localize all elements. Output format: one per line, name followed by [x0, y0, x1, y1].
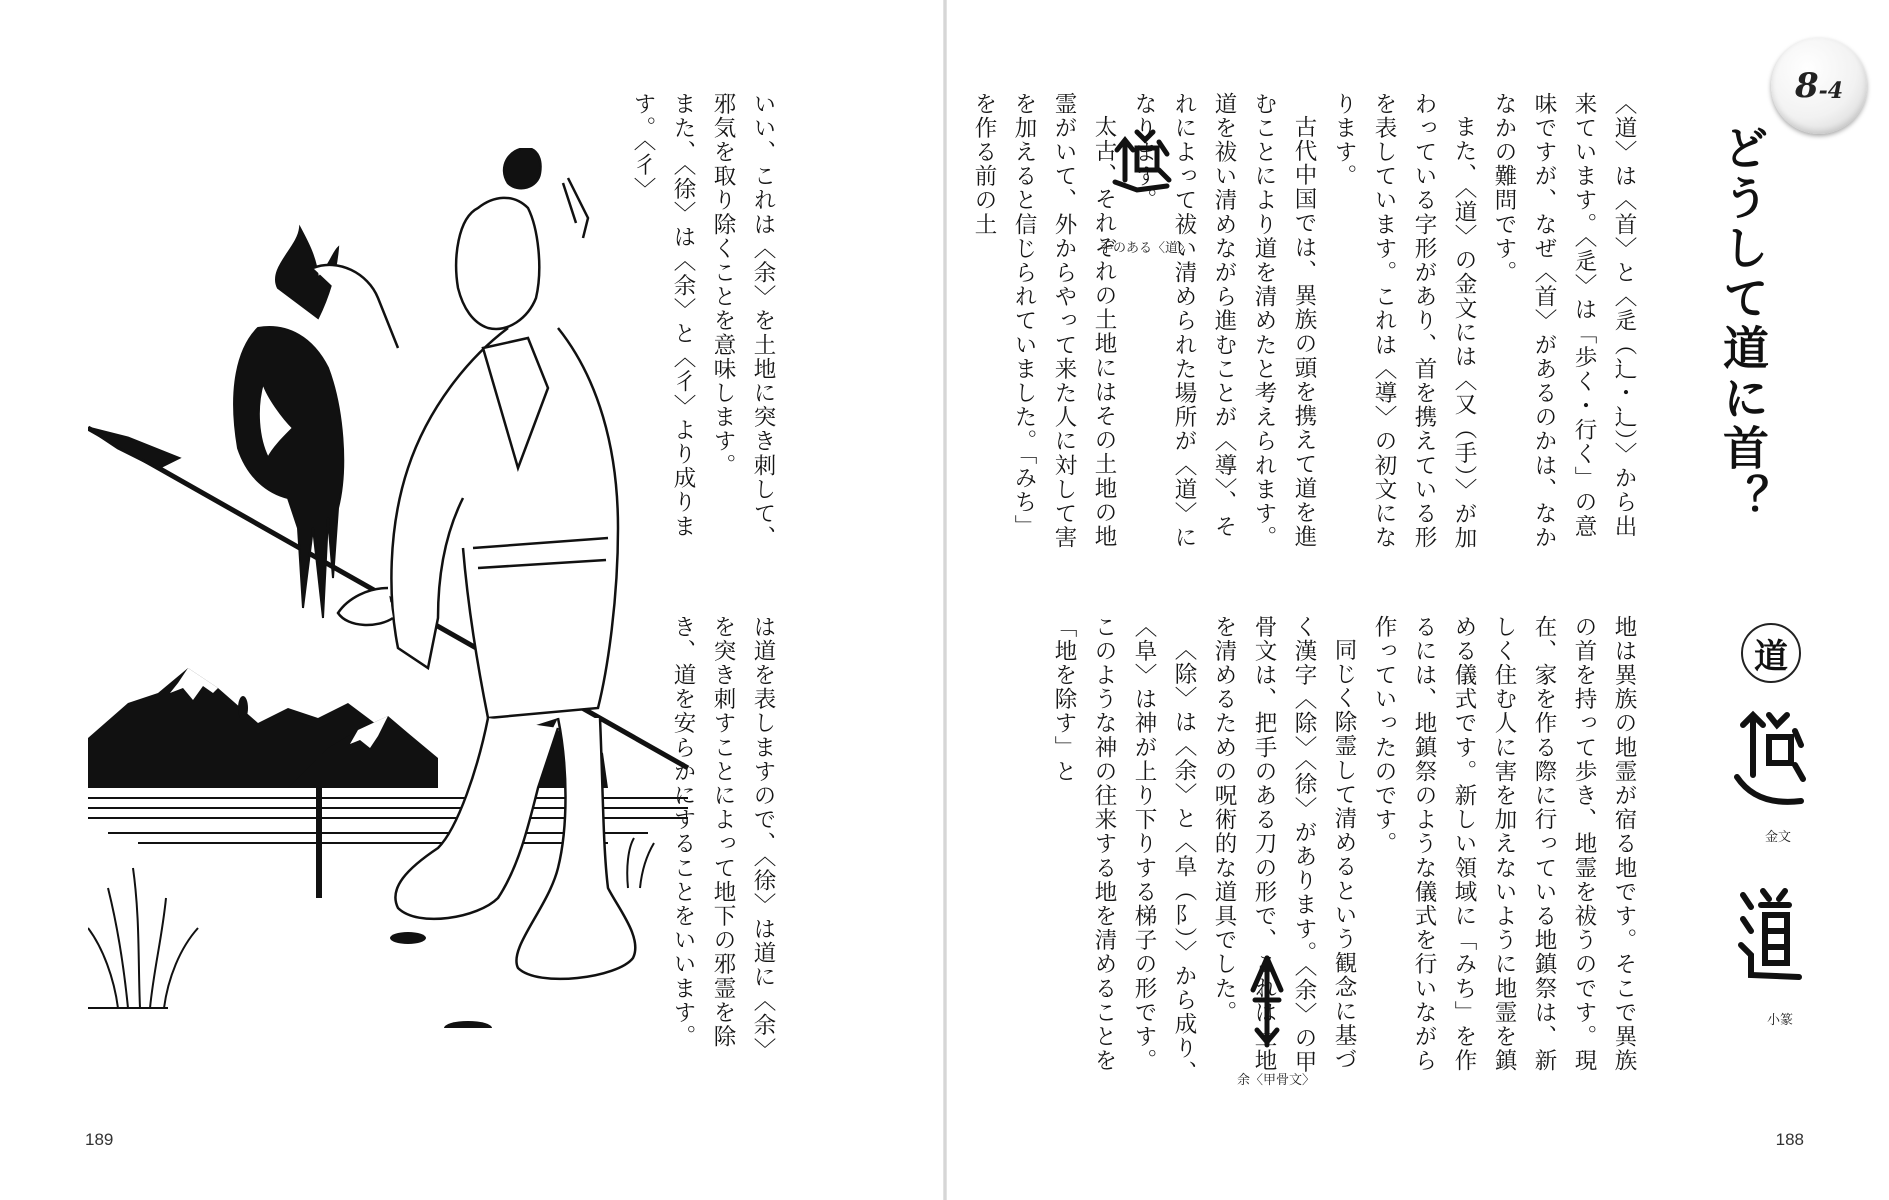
page-number-right: 188 — [1775, 1130, 1804, 1149]
section-number-badge — [1771, 38, 1867, 134]
paragraph: 〈道〉は〈首〉と〈辵（辶・⻌）〉から出来ています。〈辵〉は「歩く・行く」の意味ですが、なぜ〈首〉があるのかは、なかなかの難問です。 — [1491, 92, 1637, 550]
dao-bronze-glyph-icon — [1729, 705, 1807, 815]
page-title: どうして道に首？ — [1716, 124, 1770, 524]
yo-oracle-bone-glyph-icon — [1247, 950, 1287, 1060]
caption-shoten: 小篆 — [1766, 1013, 1793, 1028]
caption-hand-dao: 手のある〈道〉 — [1100, 241, 1192, 256]
paragraph: 同じく除霊して清めるという観念に基づく漢字〈除〉〈徐〉があります。〈余〉の甲骨文は、把手のある刀の形で、これは土地を清めるための呪術的な道具でした。 — [1211, 615, 1357, 1075]
paragraph: また、〈道〉の金文には〈又（手）〉が加わっている字形があり、首を携えている形を表しています。これは〈導〉の初文になります。 — [1331, 92, 1477, 550]
right-text-lower — [1051, 615, 1644, 1085]
left-text-lower — [653, 615, 783, 1085]
page-number-left: 189 — [85, 1130, 114, 1149]
left-text-upper — [630, 92, 783, 572]
paragraph: 太古、それぞれの土地にはその土地の地霊がいて、外からやって来た人に対して害を加えると信じられていました。「みち」を作る前の土 — [971, 92, 1117, 550]
section-number-minor: -4 — [1818, 78, 1844, 104]
section-number-major: 8 — [1794, 66, 1819, 106]
caption-kinbun: 金文 — [1764, 830, 1791, 845]
left-text-upper-paragraph: いい、これは〈余〉を土地に突き刺して、邪気を取り除くことを意味します。 また、〈徐〉は〈余〉と〈彳〉より成ります。〈彳〉 — [630, 92, 776, 550]
dao-with-hand-glyph-icon — [1107, 120, 1177, 200]
headword-kanji: 道 — [1741, 623, 1801, 683]
right-text-upper — [971, 92, 1644, 562]
dao-seal-glyph-icon — [1737, 885, 1803, 985]
paragraph: 古代中国では、異族の頭を携えて道を進むことにより道を清めたと考えられます。道を祓い清めながら進むことが〈導〉、それによって祓い清められた場所が〈道〉になります。 — [1131, 92, 1317, 550]
paragraph: 〈除〉は〈余〉と〈阜（阝）〉から成り、〈阜〉は神が上り下りする梯子の形です。このような神の往来する地を清めることを「地を除す」と — [1051, 615, 1197, 1085]
paragraph: 地は異族の地霊が宿る地です。そこで異族の首を持って歩き、地霊を祓うのです。現在、家を作る際に行っている地鎮祭は、新しく住む人に害を加えないように地霊を鎮める儀式です。新しい領域に「みち」を作るには、地鎮祭のような儀式を行いながら作っていったのです。 — [1371, 615, 1637, 1073]
left-page — [0, 0, 943, 1200]
left-text-lower-paragraph: は道を表しますので、〈徐〉は道に〈余〉を突き刺すことによって地下の邪霊を除き、道を安らかにすることをいいます。 — [670, 615, 776, 1062]
caption-yo-kokotsu: 余〈甲骨文〉 — [1237, 1073, 1316, 1088]
right-page — [947, 0, 1889, 1200]
